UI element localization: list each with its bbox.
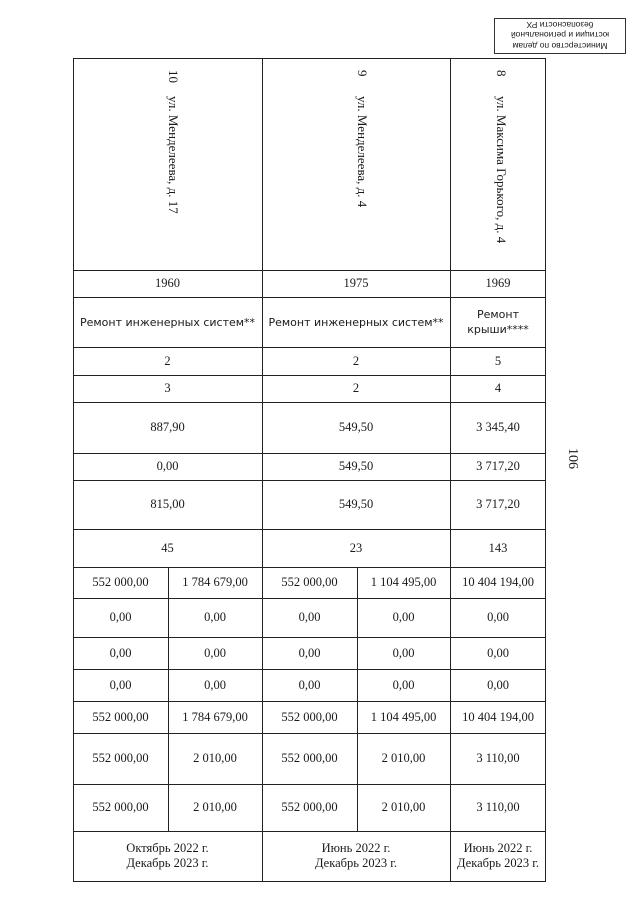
period-start: Октябрь 2022 г. — [126, 841, 209, 855]
cost-cell: 2 010,00 — [381, 751, 426, 765]
area-cell: 3 345,40 — [476, 420, 520, 434]
cost-cell: 1 784 679,00 — [182, 575, 248, 589]
entrances-cell: 2 — [352, 381, 360, 395]
cost-cell: 1 104 495,00 — [370, 575, 437, 589]
stamp-line: безопасности РХ — [526, 20, 594, 30]
cost-cell: 552 000,00 — [281, 709, 338, 724]
area-cell: 549,50 — [338, 420, 374, 434]
cost-cell: 552 000,00 — [281, 751, 338, 765]
column-number: 9 — [355, 70, 370, 77]
cost-cell: 552 000,00 — [281, 575, 338, 589]
period-start: Июнь 2022 г. — [463, 841, 533, 855]
area-cell: 549,50 — [338, 497, 374, 511]
cost-cell: 3 110,00 — [476, 800, 520, 814]
cost-cell: 0,00 — [204, 677, 226, 692]
work-type-line: Ремонт — [476, 308, 520, 321]
work-type-cell: Ремонт инженерных систем** — [268, 315, 444, 329]
cost-cell: 552 000,00 — [92, 575, 149, 589]
column-number: 10 — [166, 70, 181, 83]
cost-cell: 0,00 — [204, 610, 226, 624]
cost-cell: 0,00 — [487, 645, 509, 660]
cost-cell: 552 000,00 — [92, 751, 149, 765]
cost-cell: 0,00 — [109, 677, 132, 692]
year-cell: 1960 — [155, 276, 180, 290]
column-number: 8 — [494, 70, 509, 77]
residents-cell: 143 — [488, 540, 508, 555]
floors-cell: 2 — [352, 353, 360, 368]
floors-cell: 5 — [494, 353, 502, 368]
area-cell: 887,90 — [150, 420, 185, 434]
cost-cell: 0,00 — [487, 610, 509, 624]
cost-cell: 552 000,00 — [92, 709, 149, 724]
period-cell — [73, 831, 262, 881]
cost-cell: 0,00 — [109, 645, 132, 660]
period-cell — [450, 831, 546, 881]
cost-cell: 0,00 — [204, 645, 226, 660]
period-end: Декабрь 2023 г. — [126, 856, 209, 870]
stamp-line: юстиции и региональной — [510, 30, 610, 41]
cost-cell: 552 000,00 — [92, 800, 149, 814]
cost-cell: 1 104 495,00 — [370, 709, 437, 724]
cost-cell: 0,00 — [392, 610, 415, 624]
cost-cell: 0,00 — [298, 677, 321, 692]
housing-table — [73, 58, 546, 881]
cost-cell: 3 110,00 — [476, 751, 520, 765]
cost-cell: 0,00 — [487, 677, 509, 692]
cost-cell: 552 000,00 — [281, 800, 338, 814]
work-type-cell — [450, 297, 546, 347]
residents-cell: 23 — [349, 540, 363, 555]
cost-cell: 0,00 — [298, 645, 321, 660]
cost-cell: 1 784 679,00 — [182, 709, 248, 724]
cost-cell: 0,00 — [298, 610, 321, 624]
page-number: 106 — [565, 448, 580, 469]
period-end: Декабрь 2023 г. — [314, 856, 398, 870]
cost-cell: 10 404 194,00 — [462, 575, 534, 589]
column-address: ул. Максима Горького, д. 4 — [494, 96, 509, 244]
period-start: Июнь 2022 г. — [321, 841, 391, 855]
area-cell: 0,00 — [156, 459, 179, 473]
entrances-cell: 4 — [494, 381, 502, 395]
area-cell: 549,50 — [338, 459, 374, 473]
cost-cell: 0,00 — [392, 645, 415, 660]
stamp-line: Министерство по делам — [512, 41, 608, 51]
cost-cell: 0,00 — [392, 677, 415, 692]
row-border — [73, 881, 546, 882]
period-end: Декабрь 2023 г. — [456, 856, 540, 870]
work-type-cell: Ремонт инженерных систем** — [79, 315, 256, 329]
work-type-line: крыши**** — [467, 323, 529, 336]
cost-cell: 10 404 194,00 — [462, 709, 534, 724]
cost-cell: 2 010,00 — [193, 751, 237, 765]
residents-cell: 45 — [161, 540, 174, 555]
registry-stamp — [494, 18, 626, 54]
cost-cell: 2 010,00 — [193, 800, 237, 814]
column-address: ул. Менделеева, д. 4 — [355, 96, 370, 208]
entrances-cell: 3 — [164, 381, 171, 395]
year-cell: 1969 — [485, 276, 511, 290]
area-cell: 3 717,20 — [476, 459, 520, 473]
floors-cell: 2 — [164, 353, 171, 368]
row-border — [73, 58, 546, 59]
cost-cell: 2 010,00 — [381, 800, 426, 814]
column-address: ул. Менделеева, д. 17 — [166, 96, 181, 214]
period-cell — [262, 831, 450, 881]
area-cell: 815,00 — [150, 497, 185, 511]
area-cell: 3 717,20 — [476, 497, 520, 511]
year-cell: 1975 — [343, 276, 369, 290]
cost-cell: 0,00 — [109, 610, 132, 624]
